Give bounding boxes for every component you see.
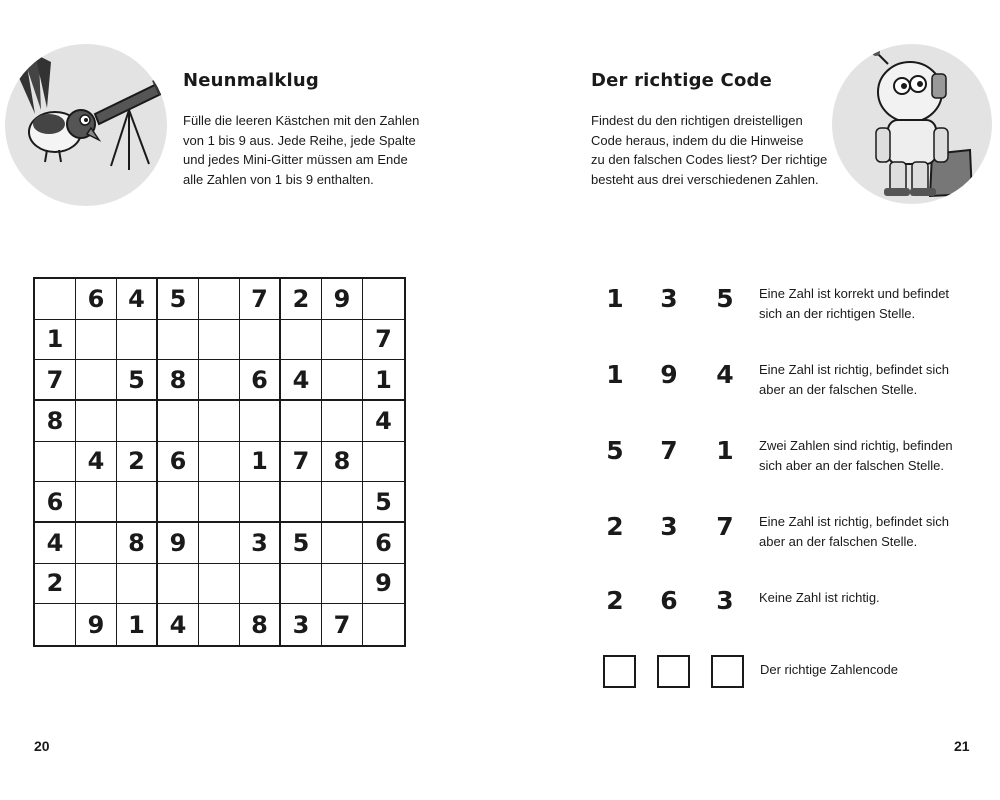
sudoku-cell[interactable] bbox=[322, 320, 363, 361]
sudoku-cell: 5 bbox=[117, 360, 158, 401]
clue-digit: 2 bbox=[606, 512, 624, 541]
sudoku-cell: 8 bbox=[35, 401, 76, 442]
clue-hint: Eine Zahl ist richtig, befindet sich aber an der falschen Stelle. bbox=[759, 514, 950, 549]
sudoku-cell[interactable] bbox=[281, 482, 322, 523]
clue-digit: 1 bbox=[606, 284, 624, 313]
sudoku-cell[interactable] bbox=[117, 482, 158, 523]
sudoku-cell[interactable] bbox=[199, 482, 240, 523]
sudoku-cell: 7 bbox=[240, 279, 281, 320]
sudoku-cell[interactable] bbox=[199, 320, 240, 361]
sudoku-cell[interactable] bbox=[363, 279, 404, 320]
sudoku-cell: 4 bbox=[363, 401, 404, 442]
sudoku-cell[interactable] bbox=[199, 360, 240, 401]
clue-digit: 3 bbox=[716, 586, 734, 615]
sudoku-cell: 4 bbox=[117, 279, 158, 320]
sudoku-cell[interactable] bbox=[240, 320, 281, 361]
sudoku-grid bbox=[33, 277, 406, 647]
sudoku-cell[interactable] bbox=[35, 442, 76, 483]
clue-hint: Zwei Zahlen sind richtig, befinden sich aber an der falschen Stelle. bbox=[759, 438, 953, 473]
clue-hint: Eine Zahl ist korrekt und befindet sich an der richtigen Stelle. bbox=[759, 286, 950, 321]
answer-label: Der richtige Zahlencode bbox=[760, 662, 899, 677]
sudoku-cell: 7 bbox=[322, 604, 363, 645]
clue-digit: 9 bbox=[660, 360, 678, 389]
page-number: 21 bbox=[954, 738, 970, 754]
sudoku-cell: 6 bbox=[363, 523, 404, 564]
instruction-line: und jedes Mini-Gitter müssen am Ende bbox=[183, 152, 408, 167]
code-clue bbox=[600, 584, 980, 628]
sudoku-cell[interactable] bbox=[76, 564, 117, 605]
sudoku-cell: 1 bbox=[363, 360, 404, 401]
sudoku-cell: 8 bbox=[240, 604, 281, 645]
sudoku-cell: 2 bbox=[117, 442, 158, 483]
sudoku-cell[interactable] bbox=[76, 360, 117, 401]
sudoku-cell: 4 bbox=[76, 442, 117, 483]
clue-digit: 3 bbox=[660, 284, 678, 313]
sudoku-cell[interactable] bbox=[322, 401, 363, 442]
sudoku-cell[interactable] bbox=[281, 401, 322, 442]
sudoku-cell[interactable] bbox=[240, 564, 281, 605]
sudoku-cell[interactable] bbox=[76, 482, 117, 523]
sudoku-cell[interactable] bbox=[117, 564, 158, 605]
code-clue bbox=[600, 434, 980, 478]
sudoku-cell: 2 bbox=[281, 279, 322, 320]
sudoku-cell[interactable] bbox=[199, 401, 240, 442]
sudoku-cell: 1 bbox=[117, 604, 158, 645]
clue-digit: 1 bbox=[606, 360, 624, 389]
sudoku-cell: 8 bbox=[117, 523, 158, 564]
sudoku-cell: 1 bbox=[35, 320, 76, 361]
sudoku-cell: 3 bbox=[281, 604, 322, 645]
sudoku-cell[interactable] bbox=[117, 401, 158, 442]
instruction-line: Code heraus, indem du die Hinweise bbox=[591, 132, 804, 148]
clue-digit: 5 bbox=[606, 436, 624, 465]
sudoku-cell: 1 bbox=[240, 442, 281, 483]
sudoku-cell[interactable] bbox=[199, 604, 240, 645]
sudoku-cell: 7 bbox=[363, 320, 404, 361]
sudoku-cell: 2 bbox=[35, 564, 76, 605]
instruction-line: Findest du den richtigen dreistelligen bbox=[591, 113, 803, 128]
sudoku-cell[interactable] bbox=[76, 401, 117, 442]
answer-box-3[interactable] bbox=[711, 655, 744, 688]
sudoku-cell: 6 bbox=[76, 279, 117, 320]
code-clue bbox=[600, 510, 980, 554]
instructions bbox=[591, 111, 831, 189]
sudoku-cell[interactable] bbox=[363, 442, 404, 483]
answer-box-2[interactable] bbox=[657, 655, 690, 688]
code-clue bbox=[600, 282, 980, 326]
sudoku-cell: 7 bbox=[281, 442, 322, 483]
sudoku-cell: 4 bbox=[158, 604, 199, 645]
sudoku-cell[interactable] bbox=[322, 482, 363, 523]
robot-sitting-icon bbox=[832, 44, 992, 204]
sudoku-cell: 6 bbox=[158, 442, 199, 483]
bird-with-telescope-icon bbox=[5, 44, 167, 206]
sudoku-cell: 9 bbox=[322, 279, 363, 320]
sudoku-cell: 9 bbox=[158, 523, 199, 564]
sudoku-cell[interactable] bbox=[322, 564, 363, 605]
clue-digit: 6 bbox=[660, 586, 678, 615]
sudoku-cell: 9 bbox=[363, 564, 404, 605]
page-title: Der richtige Code bbox=[591, 70, 773, 91]
instruction-line: zu den falschen Codes liest? Der richtige bbox=[591, 152, 828, 167]
clue-digit: 3 bbox=[660, 512, 678, 541]
sudoku-cell: 8 bbox=[158, 360, 199, 401]
sudoku-cell: 7 bbox=[35, 360, 76, 401]
sudoku-cell: 3 bbox=[240, 523, 281, 564]
sudoku-cell[interactable] bbox=[363, 604, 404, 645]
code-clue bbox=[600, 358, 980, 402]
instruction-line: besteht aus drei verschiedenen Zahlen. bbox=[591, 171, 819, 187]
sudoku-cell: 6 bbox=[240, 360, 281, 401]
sudoku-cell: 9 bbox=[76, 604, 117, 645]
clue-digit: 1 bbox=[716, 436, 734, 465]
sudoku-cell[interactable] bbox=[117, 320, 158, 361]
sudoku-cell[interactable] bbox=[158, 401, 199, 442]
sudoku-cell[interactable] bbox=[281, 320, 322, 361]
sudoku-cell: 5 bbox=[363, 482, 404, 523]
sudoku-cell[interactable] bbox=[322, 523, 363, 564]
sudoku-cell[interactable] bbox=[199, 523, 240, 564]
clue-hint: Keine Zahl ist richtig. bbox=[759, 590, 880, 605]
sudoku-cell[interactable] bbox=[199, 564, 240, 605]
sudoku-cell: 4 bbox=[35, 523, 76, 564]
clue-digit: 2 bbox=[606, 586, 624, 615]
clue-digit: 7 bbox=[660, 436, 678, 465]
page-number: 20 bbox=[34, 738, 50, 754]
sudoku-cell[interactable] bbox=[281, 564, 322, 605]
sudoku-cell: 4 bbox=[281, 360, 322, 401]
instruction-line: alle Zahlen von 1 bis 9 enthalten. bbox=[183, 171, 374, 187]
sudoku-cell[interactable] bbox=[240, 482, 281, 523]
sudoku-cell[interactable] bbox=[158, 564, 199, 605]
clue-digit: 7 bbox=[716, 512, 734, 541]
sudoku-cell[interactable] bbox=[322, 360, 363, 401]
instruction-line: von 1 bis 9 aus. Jede Reihe, jede Spalte bbox=[183, 132, 416, 148]
clue-digit: 4 bbox=[716, 360, 734, 389]
instruction-line: Fülle die leeren Kästchen mit den Zahlen bbox=[183, 113, 420, 128]
sudoku-cell[interactable] bbox=[35, 279, 76, 320]
sudoku-cell[interactable] bbox=[199, 279, 240, 320]
sudoku-cell: 5 bbox=[158, 279, 199, 320]
sudoku-cell[interactable] bbox=[35, 604, 76, 645]
sudoku-cell: 6 bbox=[35, 482, 76, 523]
sudoku-cell[interactable] bbox=[76, 523, 117, 564]
clue-digit: 5 bbox=[716, 284, 734, 313]
sudoku-cell: 5 bbox=[281, 523, 322, 564]
sudoku-cell[interactable] bbox=[158, 320, 199, 361]
instructions bbox=[183, 111, 423, 189]
sudoku-cell: 8 bbox=[322, 442, 363, 483]
sudoku-cell[interactable] bbox=[76, 320, 117, 361]
sudoku-cell[interactable] bbox=[199, 442, 240, 483]
page-title: Neunmalklug bbox=[183, 70, 320, 91]
clue-hint: Eine Zahl ist richtig, befindet sich aber an der falschen Stelle. bbox=[759, 362, 950, 397]
sudoku-cell[interactable] bbox=[158, 482, 199, 523]
answer-box-1[interactable] bbox=[603, 655, 636, 688]
sudoku-cell[interactable] bbox=[240, 401, 281, 442]
